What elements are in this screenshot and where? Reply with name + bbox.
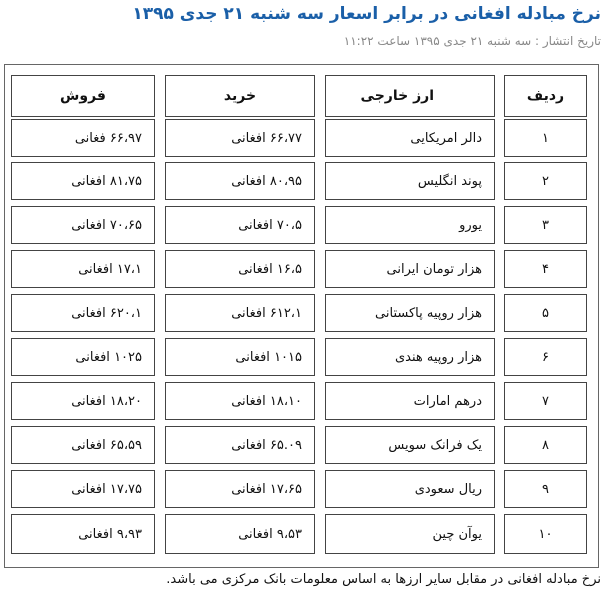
buy-rate: ۹،۵۳ افغانی: [165, 514, 315, 554]
header-sell: فروش: [11, 75, 155, 117]
buy-rate: ۱۸،۱۰ افغانی: [165, 382, 315, 420]
row-number: ۹: [504, 470, 587, 508]
currency-name: درهم امارات: [325, 382, 495, 420]
sell-rate: ۶۲۰،۱ افغانی: [11, 294, 155, 332]
header-buy: خرید: [165, 75, 315, 117]
currency-name: یورو: [325, 206, 495, 244]
buy-rate: ۷۰،۵ افغانی: [165, 206, 315, 244]
row-number: ۳: [504, 206, 587, 244]
row-number: ۱: [504, 119, 587, 157]
sell-rate: ۶۶،۹۷ فغانی: [11, 119, 155, 157]
buy-rate: ۸۰،۹۵ افغانی: [165, 162, 315, 200]
currency-name: یوآن چین: [325, 514, 495, 554]
sell-rate: ۱۷،۱ افغانی: [11, 250, 155, 288]
exchange-rate-table: [4, 64, 599, 568]
row-number: ۶: [504, 338, 587, 376]
currency-name: هزار روپیه پاکستانی: [325, 294, 495, 332]
row-number: ۱۰: [504, 514, 587, 554]
buy-rate: ۱۰۱۵ افغانی: [165, 338, 315, 376]
buy-rate: ۱۶،۵ افغانی: [165, 250, 315, 288]
sell-rate: ۶۵،۵۹ افغانی: [11, 426, 155, 464]
sell-rate: ۹،۹۳ افغانی: [11, 514, 155, 554]
header-currency: ارز خارجی: [325, 75, 495, 117]
publish-date: تاریخ انتشار : سه شنبه ۲۱ جدی ۱۳۹۵ ساعت ۱۱:۲۲: [343, 34, 601, 48]
sell-rate: ۱۰۲۵ افغانی: [11, 338, 155, 376]
currency-name: ریال سعودی: [325, 470, 495, 508]
currency-name: هزار تومان ایرانی: [325, 250, 495, 288]
currency-name: دالر امریکایی: [325, 119, 495, 157]
page-title: نرخ مبادله افغانی در برابر اسعار سه شنبه ۲۱ جدی ۱۳۹۵: [132, 4, 601, 24]
header-row-number: ردیف: [504, 75, 587, 117]
currency-name: هزار روپیه هندی: [325, 338, 495, 376]
row-number: ۴: [504, 250, 587, 288]
sell-rate: ۷۰،۶۵ افغانی: [11, 206, 155, 244]
currency-name: یک فرانک سویس: [325, 426, 495, 464]
buy-rate: ۱۷،۶۵ افغانی: [165, 470, 315, 508]
sell-rate: ۸۱،۷۵ افغانی: [11, 162, 155, 200]
sell-rate: ۱۷،۷۵ افغانی: [11, 470, 155, 508]
row-number: ۵: [504, 294, 587, 332]
row-number: ۲: [504, 162, 587, 200]
buy-rate: ۶۵.۰۹ افغانی: [165, 426, 315, 464]
row-number: ۸: [504, 426, 587, 464]
footer-note: نرخ مبادله افغانی در مقابل سایر ارزها به اساس معلومات بانک مرکزی می باشد.: [166, 572, 601, 587]
buy-rate: ۶۱۲،۱ افغانی: [165, 294, 315, 332]
row-number: ۷: [504, 382, 587, 420]
currency-name: پوند انگلیس: [325, 162, 495, 200]
buy-rate: ۶۶،۷۷ افغانی: [165, 119, 315, 157]
sell-rate: ۱۸،۲۰ افغانی: [11, 382, 155, 420]
